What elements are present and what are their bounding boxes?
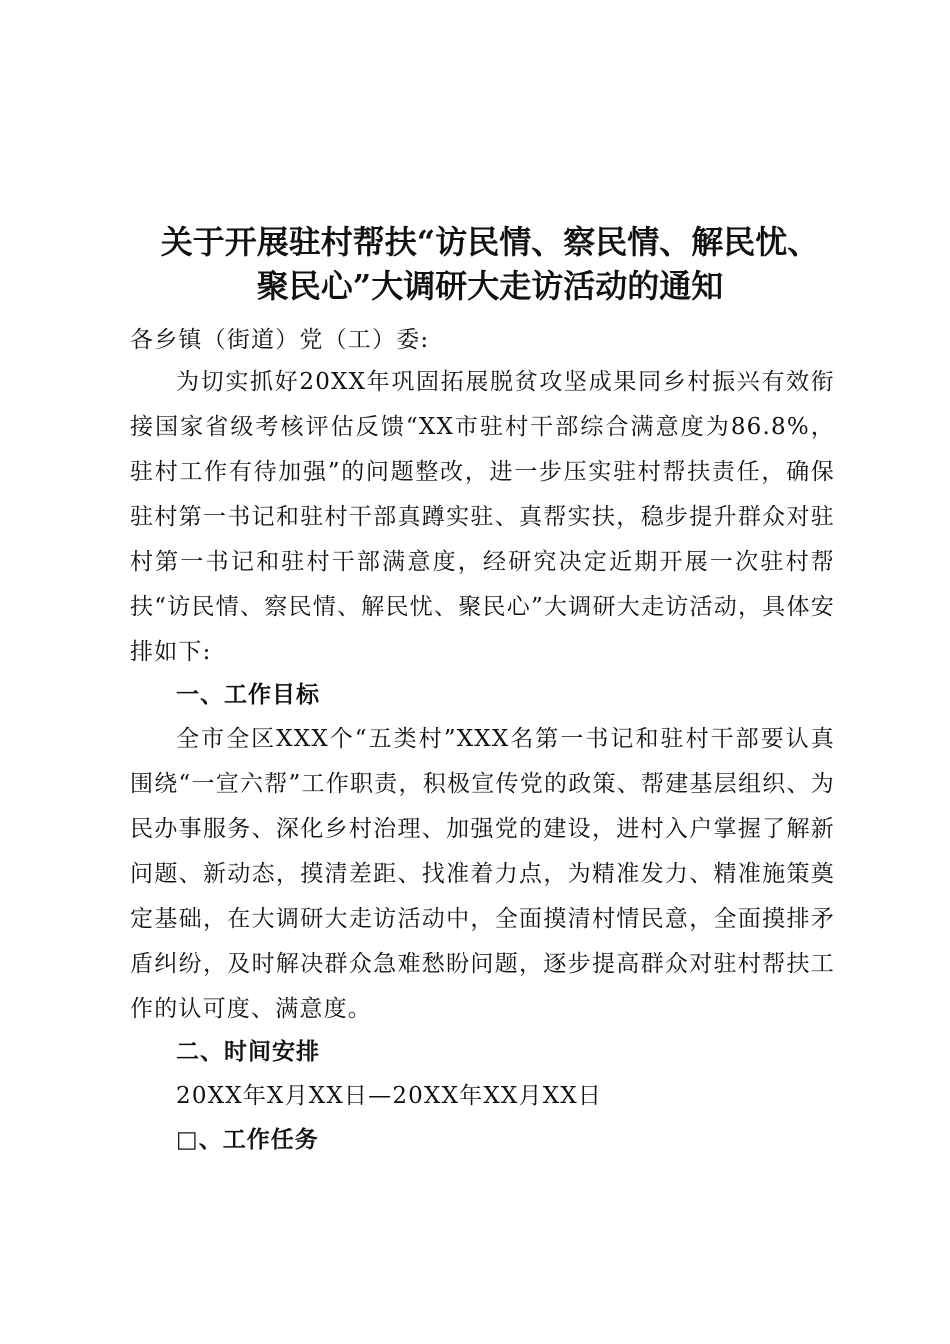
- document-title: [120, 220, 860, 308]
- salutation: 各乡镇（街道）党（工）委:: [130, 327, 430, 353]
- schedule-time-range: 20XX年X月XX日—20XX年XX月XX日: [176, 1083, 603, 1109]
- title-line-2: 聚民心”大调研大走访活动的通知: [256, 267, 724, 305]
- section-heading-schedule: 二、时间安排: [176, 1039, 320, 1065]
- section-heading-goals: 一、工作目标: [176, 682, 320, 708]
- section-heading-tasks: □、工作任务: [176, 1127, 319, 1153]
- goals-paragraph: 全市全区XXX个“五类村”XXX名第一书记和驻村干部要认真围绕“一宣六帮”工作职责，积极宣传党的政策、帮建基层组织、为民办事服务、深化乡村治理、加强党的建设，进村入户掌握了解新问题、新动态，摸清差距、找准着力点，为精准发力、精准施策奠定基础，在大调研大走访活动中，全面摸清村情民意，全面摸排矛盾纠纷，及时解决群众急难愁盼问题，逐步提高群众对驻村帮扶工作的认可度、满意度。: [130, 726, 835, 1022]
- intro-paragraph: 为切实抓好20XX年巩固拓展脱贫攻坚成果同乡村振兴有效衔接国家省级考核评估反馈“XX市驻村干部综合满意度为86.8%，驻村工作有待加强”的问题整改，进一步压实驻村帮扶责任，确保驻村第一书记和驻村干部真蹲实驻、真帮实扶，稳步提升群众对驻村第一书记和驻村干部满意度，经研究决定近期开展一次驻村帮扶“访民情、察民情、解民忧、聚民心”大调研大走访活动，具体安排如下:: [130, 369, 835, 665]
- title-line-1: 关于开展驻村帮扶“访民情、察民情、解民忧、: [160, 223, 820, 261]
